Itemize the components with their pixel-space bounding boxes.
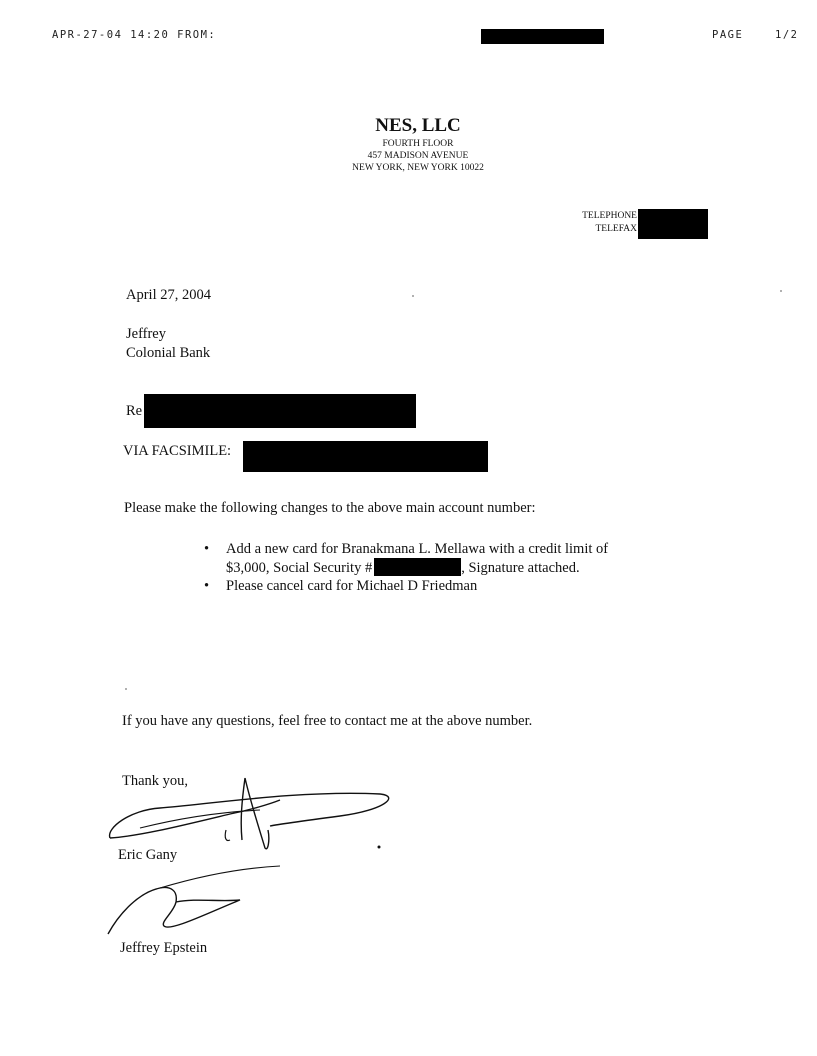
- recipient-org: Colonial Bank: [126, 345, 211, 361]
- list-item: [204, 540, 608, 577]
- address-line-1: FOURTH FLOOR: [382, 139, 454, 149]
- scan-speck: [412, 295, 414, 297]
- fax-page-number: 1/2: [775, 29, 799, 41]
- sign-off: Thank you,: [122, 773, 189, 789]
- bullet-dot-icon: •: [204, 578, 210, 594]
- bullet-1-line-1: Add a new card for Branakmana L. Mellawa with a credit limit of: [226, 541, 609, 557]
- bullet-dot-icon: •: [204, 541, 210, 557]
- redaction-re-subject: [144, 394, 416, 428]
- redaction-ssn: [374, 558, 461, 576]
- scan-speck: [780, 290, 782, 292]
- company-name: NES, LLC: [375, 115, 461, 136]
- telephone-label: TELEPHONE: [582, 211, 637, 221]
- closing-note: If you have any questions, feel free to contact me at the above number.: [122, 713, 533, 729]
- via-facsimile-label: VIA FACSIMILE:: [123, 443, 232, 459]
- letter-date: April 27, 2004: [126, 287, 211, 303]
- telefax-label: TELEFAX: [595, 224, 637, 234]
- redaction-fax-number: [481, 29, 604, 44]
- redaction-fax-destination: [243, 441, 488, 472]
- bullet-1-line-2b: , Signature attached.: [461, 560, 580, 576]
- signer-1-name: Eric Gany: [118, 847, 178, 863]
- signature-jeffrey-epstein: [100, 862, 300, 942]
- intro-paragraph: Please make the following changes to the above main account number:: [124, 500, 536, 516]
- bullet-2-text: Please cancel card for Michael D Friedman: [226, 578, 478, 594]
- change-list: [204, 540, 608, 595]
- address-line-3: NEW YORK, NEW YORK 10022: [352, 163, 484, 173]
- scan-speck: [125, 688, 127, 690]
- re-label: Re: [126, 403, 143, 419]
- recipient-name: Jeffrey: [126, 326, 166, 342]
- fax-header-from: APR-27-04 14:20 FROM:: [52, 29, 217, 41]
- address-line-2: 457 MADISON AVENUE: [367, 151, 469, 161]
- signer-2-name: Jeffrey Epstein: [120, 940, 208, 956]
- fax-page-label: PAGE: [712, 29, 744, 41]
- redaction-phone-numbers: [638, 209, 708, 239]
- list-item: [204, 577, 608, 595]
- bullet-1-line-2a: $3,000, Social Security #: [226, 560, 373, 576]
